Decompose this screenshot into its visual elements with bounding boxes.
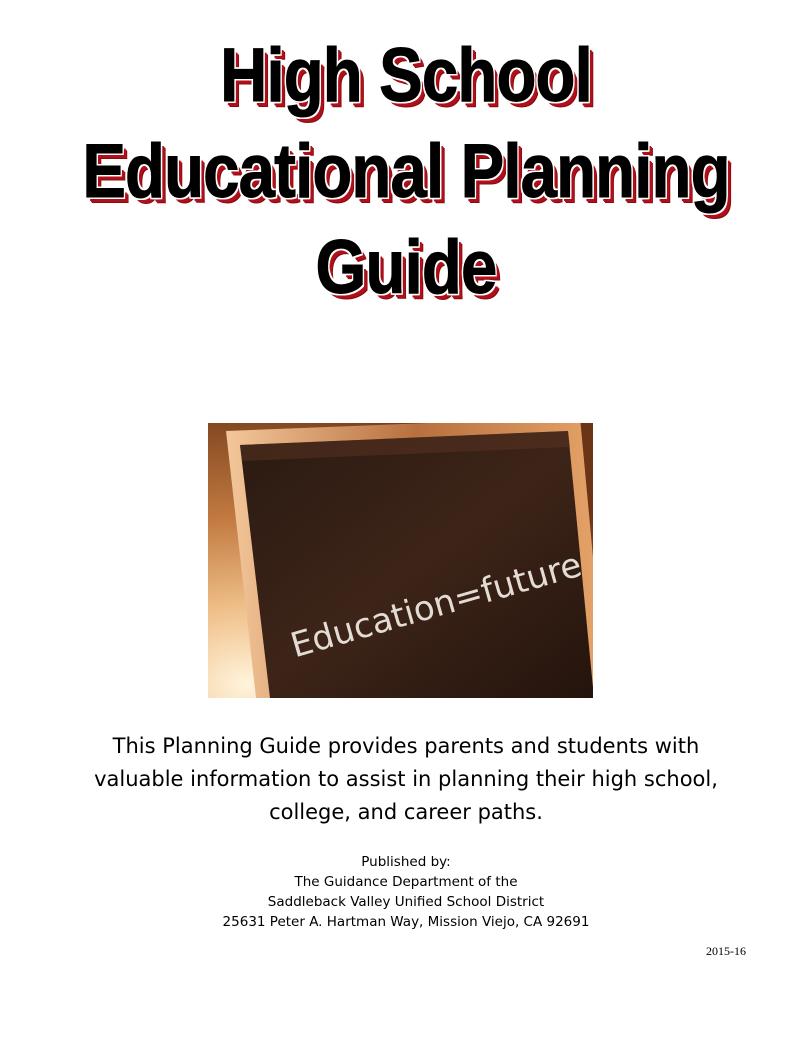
intro-paragraph	[60, 730, 752, 829]
intro-line-2: valuable information to assist in planning their high school,	[94, 767, 718, 791]
title-line-3: Guide	[315, 225, 497, 310]
chalkboard-photo	[208, 423, 593, 698]
intro-line-1: This Planning Guide provides parents and students with	[112, 734, 700, 758]
chalk-text: Education=future	[286, 544, 587, 667]
publisher-line-2: Saddleback Valley Unified School District	[267, 894, 545, 910]
publisher-label: Published by:	[361, 854, 451, 870]
page-title	[0, 28, 812, 316]
publisher-address: 25631 Peter A. Hartman Way, Mission Viejo, CA 92691	[222, 914, 590, 930]
intro-line-3: college, and career paths.	[269, 800, 543, 824]
title-line-2: Educational Planning	[82, 129, 730, 214]
title-line-1: High School	[220, 33, 592, 118]
publisher-block	[150, 852, 662, 932]
publisher-line-1: The Guidance Department of the	[294, 874, 518, 890]
edition-year: 2015-16	[706, 944, 746, 958]
